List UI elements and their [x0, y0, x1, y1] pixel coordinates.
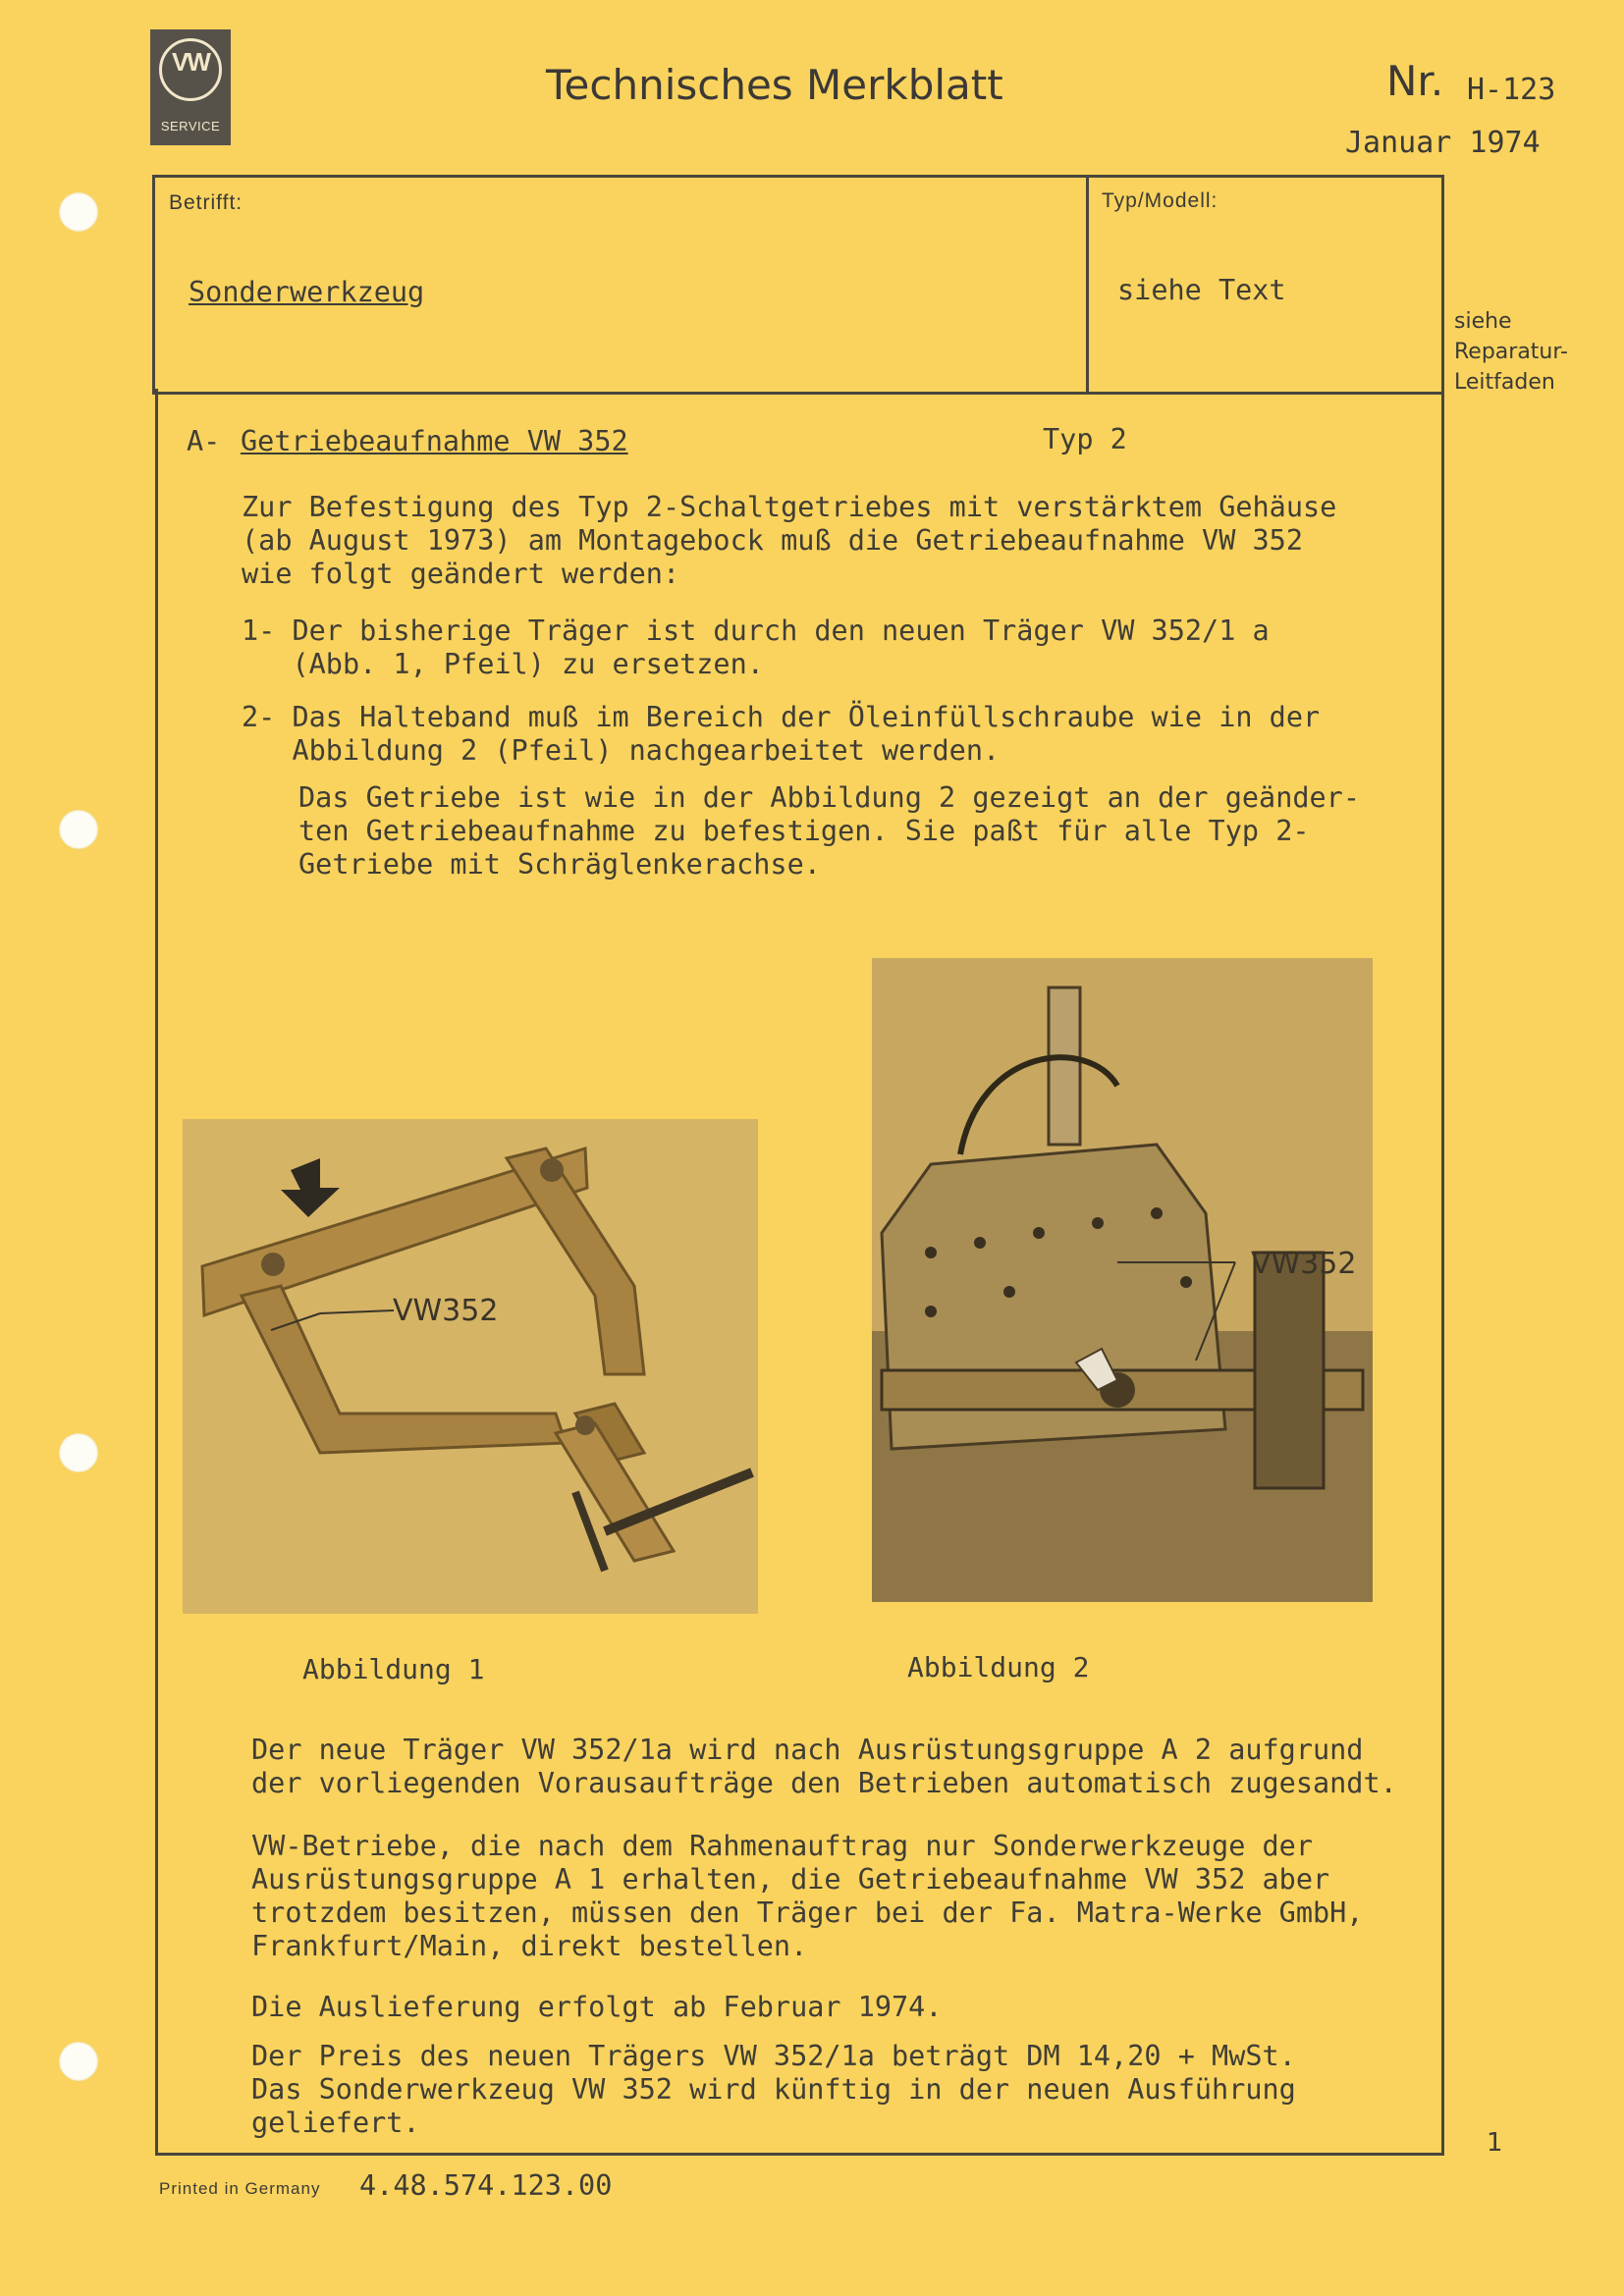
logo-service-text: SERVICE	[160, 119, 221, 133]
typ-modell-value: siehe Text	[1117, 274, 1286, 306]
text-line: Abbildung 2 (Pfeil) nachgearbeitet werden.	[242, 734, 1001, 767]
text-line: Frankfurt/Main, direkt bestellen.	[251, 1930, 808, 1962]
text-line: Die Auslieferung erfolgt ab Februar 1974.	[251, 1991, 943, 2023]
section-title: Getriebeaufnahme VW 352	[241, 425, 628, 457]
number-value: H-123	[1467, 73, 1556, 107]
punch-hole	[59, 1433, 98, 1472]
text-line: Getriebe mit Schräglenkerachse.	[298, 848, 821, 881]
number-label: Nr.	[1386, 57, 1444, 105]
document-date: Januar 1974	[1345, 126, 1541, 160]
figure-2-label: VW352	[1251, 1247, 1357, 1281]
text-line: Zur Befestigung des Typ 2-Schaltgetriebes mit verstärktem Gehäuse	[242, 491, 1337, 523]
text-line: Das Sonderwerkzeug VW 352 wird künftig in der neuen Ausführung	[251, 2073, 1296, 2106]
section-typ: Typ 2	[1043, 423, 1127, 455]
text-line: der vorliegenden Vorausaufträge den Betrieben automatisch zugesandt.	[251, 1767, 1397, 1799]
text-line: 1- Der bisherige Träger ist durch den neuen Träger VW 352/1 a	[242, 614, 1270, 647]
document-code: 4.48.574.123.00	[359, 2169, 613, 2202]
info-box-divider	[1086, 178, 1089, 392]
paragraph-2	[251, 1830, 1363, 1963]
text-line: Der Preis des neuen Trägers VW 352/1a beträgt DM 14,20 + MwSt.	[251, 2040, 1296, 2072]
punch-hole	[59, 2042, 98, 2081]
paragraph-3	[251, 1991, 943, 2024]
section-prefix: A-	[187, 425, 221, 457]
sidebar-note	[1454, 306, 1568, 398]
text-line: Der neue Träger VW 352/1a wird nach Ausrüstungsgruppe A 2 aufgrund	[251, 1734, 1364, 1766]
paragraph-1	[251, 1734, 1397, 1800]
text-line: trotzdem besitzen, müssen den Träger bei der Fa. Matra-Werke GmbH,	[251, 1896, 1364, 1929]
document-title: Technisches Merkblatt	[546, 61, 1003, 109]
sidebar-note-line: siehe	[1454, 309, 1512, 334]
typ-modell-label: Typ/Modell:	[1102, 189, 1218, 212]
list-item-1	[242, 614, 1270, 681]
punch-hole	[59, 810, 98, 849]
figure-1-photo	[183, 1119, 758, 1614]
printed-in-germany: Printed in Germany	[159, 2179, 321, 2198]
text-line: (ab August 1973) am Montagebock muß die Getriebeaufnahme VW 352	[242, 524, 1303, 557]
betrifft-label: Betrifft:	[169, 191, 244, 214]
text-line: Das Getriebe ist wie in der Abbildung 2 gezeigt an der geänder-	[298, 781, 1360, 814]
text-line: wie folgt geändert werden:	[242, 558, 680, 590]
sidebar-note-line: Reparatur-	[1454, 340, 1568, 364]
text-line: (Abb. 1, Pfeil) zu ersetzen.	[242, 648, 764, 680]
text-line: 2- Das Halteband muß im Bereich der Öleinfüllschraube wie in der	[242, 701, 1321, 733]
paragraph-4	[251, 2040, 1296, 2140]
text-line: ten Getriebeaufnahme zu befestigen. Sie paßt für alle Typ 2-	[298, 815, 1310, 847]
intro-paragraph	[242, 491, 1336, 591]
figure-1-label: VW352	[393, 1294, 499, 1328]
text-line: geliefert.	[251, 2107, 420, 2139]
text-line: VW-Betriebe, die nach dem Rahmenauftrag nur Sonderwerkzeuge der	[251, 1830, 1313, 1862]
logo-vw-text: VW	[172, 47, 209, 77]
punch-hole	[59, 192, 98, 232]
list-item-2-note	[298, 781, 1360, 881]
figure-1-caption: Abbildung 1	[302, 1653, 485, 1685]
sidebar-note-line: Leitfaden	[1454, 370, 1555, 395]
vw-service-logo	[150, 29, 231, 145]
figure-2-caption: Abbildung 2	[907, 1651, 1090, 1683]
info-box	[152, 175, 1444, 395]
page-number: 1	[1487, 2128, 1503, 2158]
list-item-2	[242, 701, 1320, 768]
text-line: Ausrüstungsgruppe A 1 erhalten, die Getriebeaufnahme VW 352 aber	[251, 1863, 1330, 1896]
betrifft-value: Sonderwerkzeug	[189, 276, 425, 308]
figure-2-photo	[872, 958, 1373, 1602]
transmission-holder-illustration	[183, 1119, 758, 1614]
